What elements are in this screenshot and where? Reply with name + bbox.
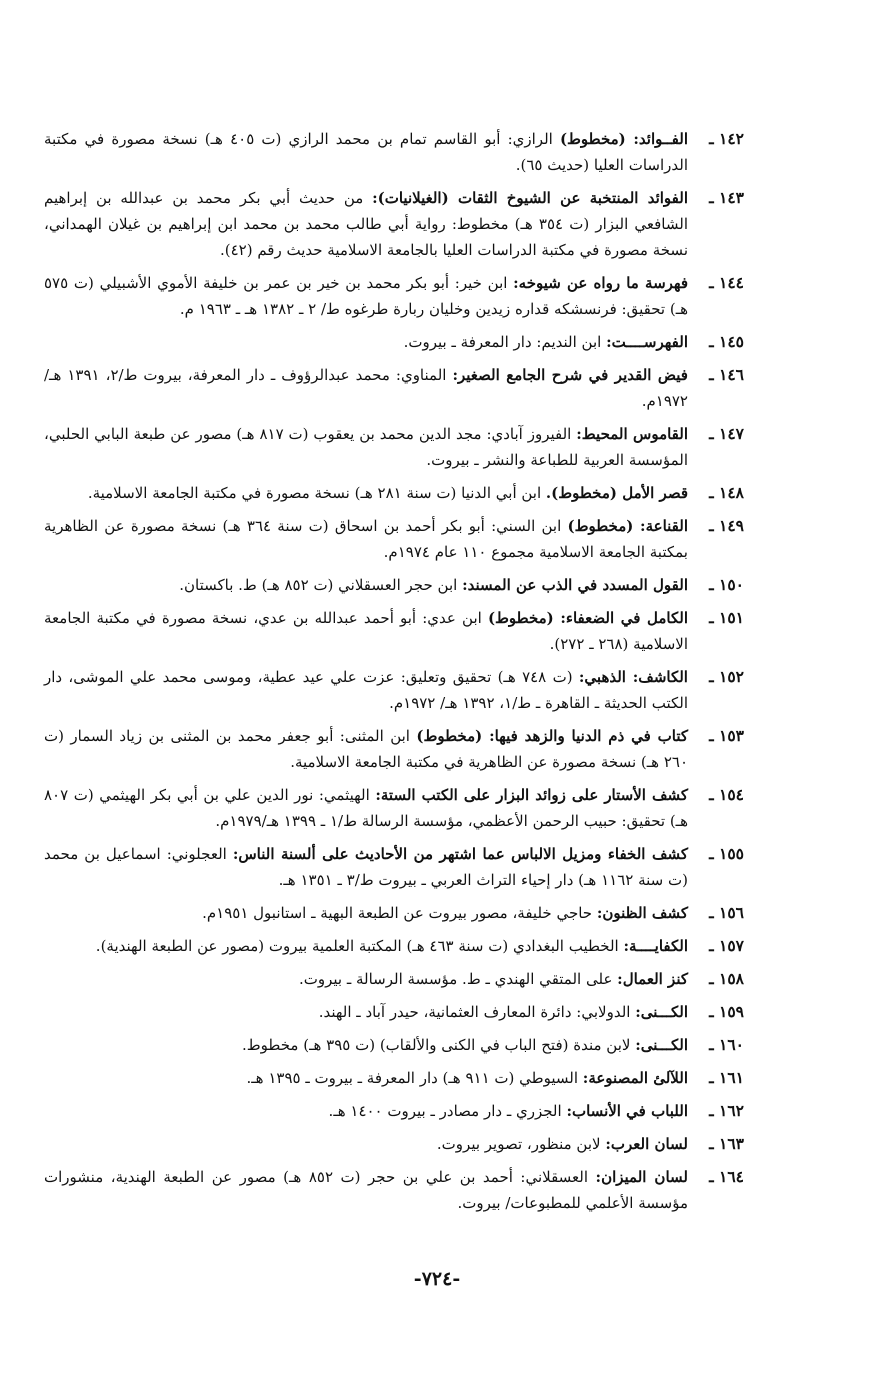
entry-details: العجلوني: اسماعيل بن محمد (ت سنة ١١٦٢ هـ) دار إحياء التراث العربي ـ بيروت ط/٣ ـ ١٣٥١ هـ. [44, 845, 688, 889]
entry-text [44, 185, 688, 263]
entry-number: ١٥٤ ـ [709, 785, 744, 804]
entry-number: ١٥٨ ـ [709, 969, 744, 988]
entry-number: ١٥٩ ـ [709, 1002, 744, 1021]
entry-details: ابن أبي الدنيا (ت سنة ٢٨١ هـ) نسخة مصورة في مكتبة الجامعة الاسلامية. [87, 484, 546, 502]
entry-text [44, 329, 688, 355]
entry-details: (ت ٧٤٨ هـ) تحقيق وتعليق: عزت علي عيد عطية، وموسى محمد علي الموشى، دار الكتب الحديثة ـ القاهرة ـ ط/١، ١٣٩٢ هـ/ ١٩٧٢م. [44, 668, 688, 712]
entry-title: لسان العرب: [605, 1135, 688, 1153]
entry-details: ابن النديم: دار المعرفة ـ بيروت. [403, 333, 607, 351]
entry-details: ابن حجر العسقلاني (ت ٨٥٢ هـ) ط. باكستان. [179, 576, 463, 594]
entry-number: ١٦٣ ـ [709, 1134, 744, 1153]
entry-text [44, 480, 688, 506]
entry-number: ١٤٤ ـ [709, 273, 744, 292]
entry-text [44, 1065, 688, 1091]
list-item [44, 329, 744, 355]
list-item [44, 605, 744, 657]
entry-title: اللآلئ المصنوعة: [582, 1069, 688, 1087]
entry-details: العسقلاني: أحمد بن علي بن حجر (ت ٨٥٢ هـ) مصور عن الطبعة الهندية، منشورات مؤسسة الأعلمي للمطبوعات/ بيروت. [44, 1168, 688, 1212]
entry-title: الكاشف: الذهبي: [578, 668, 688, 686]
entry-title: الكامل في الضعفاء: (مخطوط) [487, 609, 688, 627]
entry-number: ١٤٧ ـ [709, 424, 744, 443]
entry-text [44, 1098, 688, 1124]
entry-number: ١٦٤ ـ [709, 1167, 744, 1186]
entry-number: ١٥٦ ـ [709, 903, 744, 922]
list-item [44, 513, 744, 565]
entry-text [44, 1131, 688, 1157]
entry-details: ابن عدي: أبو أحمد عبدالله بن عدي، نسخة مصورة في مكتبة الجامعة الاسلامية (٢٦٨ ـ ٢٧٢). [44, 609, 688, 653]
entry-number: ١٥١ ـ [709, 608, 744, 627]
list-item [44, 933, 744, 959]
entry-text [44, 1164, 688, 1216]
entry-title: الكـــنى: [635, 1036, 688, 1054]
entry-number: ١٤٥ ـ [709, 332, 744, 351]
list-item [44, 126, 744, 178]
list-item [44, 664, 744, 716]
entry-title: كشف الخفاء ومزيل الالباس عما اشتهر من الأحاديث على ألسنة الناس: [232, 845, 688, 863]
entry-title: كشف الأستار على زوائد البزار على الكتب الستة: [375, 786, 688, 804]
entry-number: ١٤٦ ـ [709, 365, 744, 384]
entry-details: ابن السني: أبو بكر أحمد بن اسحاق (ت سنة ٣٦٤ هـ) نسخة مصورة عن الظاهرية بمكتبة الجامعة الاسلامية مجموع ١١٠ عام ١٩٧٤م. [44, 517, 688, 561]
entry-text [44, 362, 688, 414]
entry-text [44, 900, 688, 926]
entry-details: الرازي: أبو القاسم تمام بن محمد الرازي (ت ٤٠٥ هـ) نسخة مصورة في مكتبة الدراسات العليا (حديث ٦٥). [44, 130, 688, 174]
entry-text [44, 513, 688, 565]
entry-details: ابن المثنى: أبو جعفر محمد بن المثنى بن زياد السمار (ت ٢٦٠ هـ) نسخة مصورة عن الظاهرية في مكتبة الجامعة الاسلامية. [44, 727, 688, 771]
entry-details: السيوطي (ت ٩١١ هـ) دار المعرفة ـ بيروت ـ ١٣٩٥ هـ. [246, 1069, 583, 1087]
list-item [44, 1098, 744, 1124]
entry-text [44, 841, 688, 893]
entry-details: على المتقي الهندي ـ ط. مؤسسة الرسالة ـ بيروت. [298, 970, 618, 988]
entry-details: الجزري ـ دار مصادر ـ بيروت ١٤٠٠ هـ. [328, 1102, 567, 1120]
list-item [44, 1164, 744, 1216]
entry-details: الدولابي: دائرة المعارف العثمانية، حيدر آباد ـ الهند. [318, 1003, 636, 1021]
list-item [44, 841, 744, 893]
entry-title: الفــوائد: (مخطوط) [559, 130, 688, 148]
list-item [44, 421, 744, 473]
list-item [44, 572, 744, 598]
list-item [44, 1032, 744, 1058]
entry-number: ١٥٣ ـ [709, 726, 744, 745]
list-item [44, 723, 744, 775]
entry-title: لسان الميزان: [595, 1168, 688, 1186]
list-item [44, 1065, 744, 1091]
entry-text [44, 572, 688, 598]
entry-title: الفهرســــت: [606, 333, 688, 351]
entry-details: من حديث أبي بكر محمد بن عبدالله بن إبراهيم الشافعي البزار (ت ٣٥٤ هـ) مخطوط: رواية أبي طالب محمد بن محمد ابن إبراهيم بن غيلان الهمداني، نسخة مصورة في مكتبة الدراسات العليا بالجامعة الاسلامية حديث رقم (٤٢). [44, 189, 688, 259]
entry-title: قصر الأمل (مخطوط). [545, 484, 688, 502]
entry-details: ابن خير: أبو بكر محمد بن خير بن عمر بن خليفة الأموي الأشبيلي (ت ٥٧٥ هـ) تحقيق: فرنسشكه قداره زيدين وخليان ربارة طرغوه ط/ ٢ ـ ١٣٨٢ هـ ـ ١٩٦٣ م. [44, 274, 688, 318]
entry-title: فهرسة ما رواه عن شيوخه: [513, 274, 688, 292]
entry-title: كتاب في ذم الدنيا والزهد فيها: (مخطوط) [416, 727, 689, 745]
list-item [44, 1131, 744, 1157]
entry-title: القناعة: (مخطوط) [567, 517, 688, 535]
entry-text [44, 664, 688, 716]
entry-title: كنز العمال: [617, 970, 688, 988]
entry-number: ١٥٢ ـ [709, 667, 744, 686]
list-item [44, 782, 744, 834]
entry-number: ١٥٧ ـ [709, 936, 744, 955]
entry-text [44, 723, 688, 775]
entry-title: القاموس المحيط: [576, 425, 689, 443]
list-item [44, 999, 744, 1025]
entry-title: كشف الظنون: [596, 904, 688, 922]
entry-title: الفوائد المنتخبة عن الشيوخ الثقات (الغيلانيات): [372, 189, 688, 207]
entry-number: ١٥٠ ـ [709, 575, 744, 594]
entry-number: ١٦٢ ـ [709, 1101, 744, 1120]
list-item [44, 966, 744, 992]
entry-details: لابن منظور، تصوير بيروت. [436, 1135, 606, 1153]
entry-number: ١٤٨ ـ [709, 483, 744, 502]
page-number: -٧٢٤- [413, 1268, 461, 1290]
list-item [44, 900, 744, 926]
list-item [44, 185, 744, 263]
entry-title: القول المسدد في الذب عن المسند: [462, 576, 688, 594]
entry-details: حاجي خليفة، مصور بيروت عن الطبعة البهية ـ استانبول ١٩٥١م. [202, 904, 597, 922]
entry-title: فيض القدير في شرح الجامع الصغير: [452, 366, 688, 384]
entry-details: الفيروز آبادي: مجد الدين محمد بن يعقوب (ت ٨١٧ هـ) مصور عن طبعة البابي الحلبي، المؤسسة العربية للطباعة والنشر ـ بيروت. [44, 425, 688, 469]
entry-title: اللباب في الأنساب: [566, 1102, 688, 1120]
entry-text [44, 421, 688, 473]
entry-number: ١٦١ ـ [709, 1068, 744, 1087]
list-item [44, 270, 744, 322]
entry-text [44, 966, 688, 992]
entry-title: الكـــنى: [635, 1003, 688, 1021]
entry-details: الخطيب البغدادي (ت سنة ٤٦٣ هـ) المكتبة العلمية بيروت (مصور عن الطبعة الهندية). [95, 937, 624, 955]
entry-text [44, 1032, 688, 1058]
entry-text [44, 270, 688, 322]
entry-details: الهيثمي: نور الدين علي بن أبي بكر الهيثمي (ت ٨٠٧ هـ) تحقيق: حبيب الرحمن الأعظمي، مؤسسة الرسالة ط/١ ـ ١٣٩٩ هـ/١٩٧٩م. [44, 786, 688, 830]
entry-number: ١٦٠ ـ [709, 1035, 744, 1054]
entry-text [44, 999, 688, 1025]
entry-number: ١٥٥ ـ [709, 844, 744, 863]
entry-details: لابن مندة (فتح الباب في الكنى والألقاب) (ت ٣٩٥ هـ) مخطوط. [242, 1036, 636, 1054]
list-item [44, 480, 744, 506]
entry-number: ١٤٣ ـ [709, 188, 744, 207]
entry-text [44, 782, 688, 834]
entry-text [44, 605, 688, 657]
entry-details: المناوي: محمد عبدالرؤوف ـ دار المعرفة، بيروت ط/٢، ١٣٩١ هـ/ ١٩٧٢م. [44, 366, 688, 410]
entry-number: ١٤٢ ـ [709, 129, 744, 148]
bibliography-list [44, 126, 744, 1223]
entry-text [44, 126, 688, 178]
entry-text [44, 933, 688, 959]
entry-number: ١٤٩ ـ [709, 516, 744, 535]
list-item [44, 362, 744, 414]
entry-title: الكفايــــة: [623, 937, 688, 955]
